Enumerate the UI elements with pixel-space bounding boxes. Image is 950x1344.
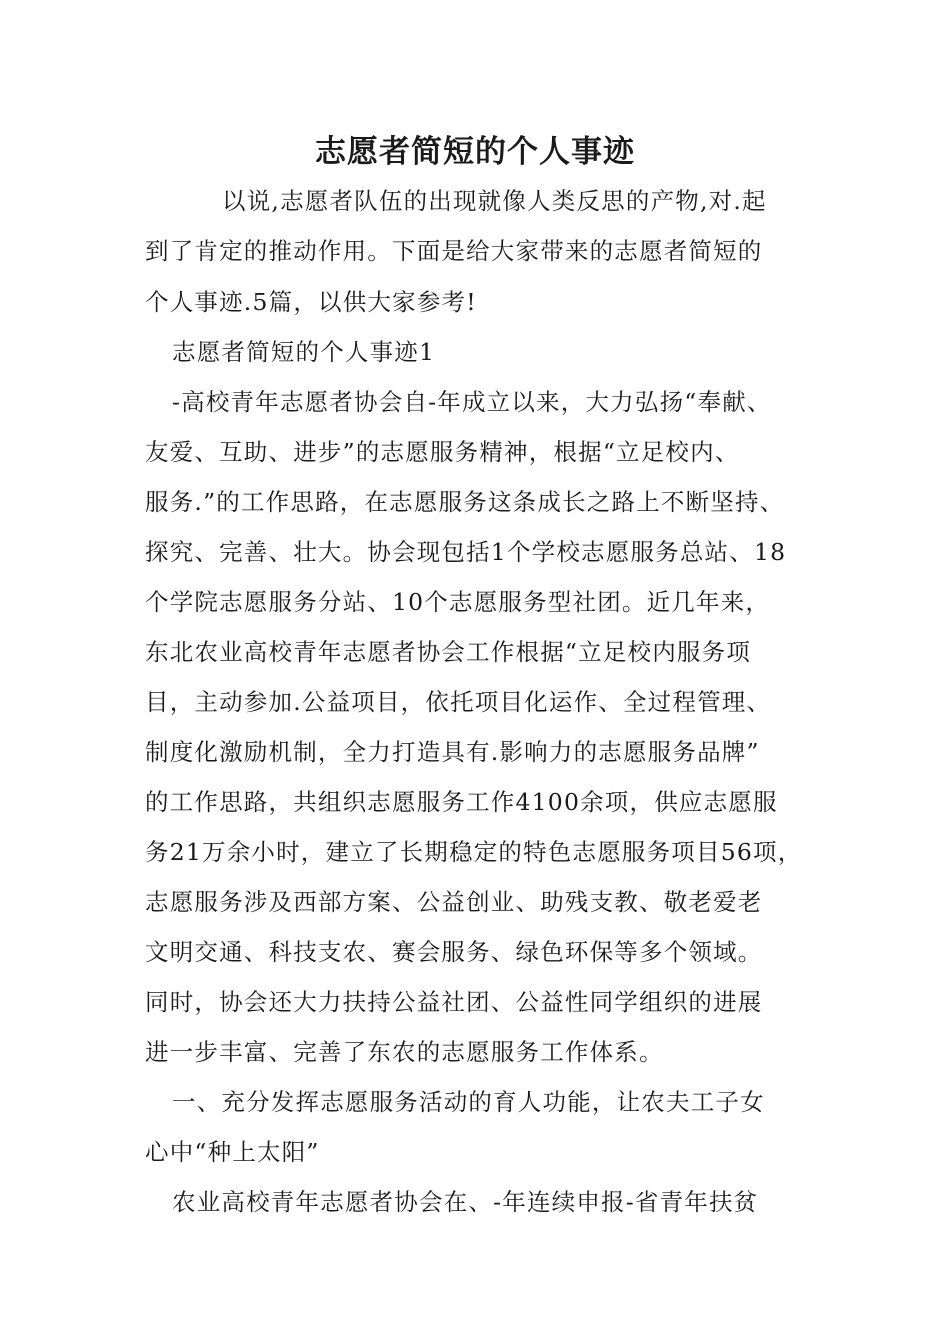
- paragraph-line: 的工作思路，共组织志愿服务工作4100余项，供应志愿服: [145, 788, 778, 816]
- paragraph-line: 志愿服务涉及西部方案、公益创业、助残支教、敬老爱老: [145, 888, 763, 916]
- section-heading: 志愿者简短的个人事迹1: [172, 338, 436, 366]
- paragraph-line: 农业高校青年志愿者协会在、-年连续申报-省青年扶贫: [172, 1188, 759, 1216]
- paragraph-line: 探究、完善、壮大。协会现包括1个学校志愿服务总站、18: [145, 538, 787, 566]
- paragraph-line: 友爱、互助、进步”的志愿服务精神，根据“立足校内、: [145, 438, 740, 466]
- paragraph-line: 目，主动参加.公益项目，依托项目化运作、全过程管理、: [145, 688, 772, 716]
- paragraph-line: 个学院志愿服务分站、10个志愿服务型社团。近几年来，: [145, 588, 771, 616]
- paragraph-line: 制度化激励机制，全力打造具有.影响力的志愿服务品牌”: [145, 738, 760, 766]
- paragraph-line: 同时，协会还大力扶持公益社团、公益性同学组织的进展: [145, 988, 763, 1016]
- paragraph-line: -高校青年志愿者协会自-年成立以来，大力弘扬“奉献、: [172, 388, 772, 416]
- paragraph-line: 服务.”的工作思路，在志愿服务这条成长之路上不断坚持、: [145, 488, 785, 516]
- paragraph-line: 务21万余小时，建立了长期稳定的特色志愿服务项目56项，: [145, 838, 803, 866]
- paragraph-line: 到了肯定的推动作用。下面是给大家带来的志愿者简短的: [145, 237, 763, 265]
- paragraph-line: 进一步丰富、完善了东农的志愿服务工作体系。: [145, 1038, 664, 1066]
- paragraph-line: 心中“种上太阳”: [145, 1138, 320, 1166]
- document-title: 志愿者简短的个人事迹: [315, 134, 635, 170]
- paragraph-line: 文明交通、科技支农、赛会服务、绿色环保等多个领域。: [145, 938, 763, 966]
- paragraph-line: 东北农业高校青年志愿者协会工作根据“立足校内服务项: [145, 638, 752, 666]
- section-heading: 一、充分发挥志愿服务活动的育人功能，让农夫工子女: [172, 1088, 765, 1116]
- paragraph-line: 以说,志愿者队伍的出现就像人类反思的产物,对.起: [222, 187, 767, 215]
- paragraph-line: 个人事迹.5篇，以供大家参考!: [145, 288, 477, 316]
